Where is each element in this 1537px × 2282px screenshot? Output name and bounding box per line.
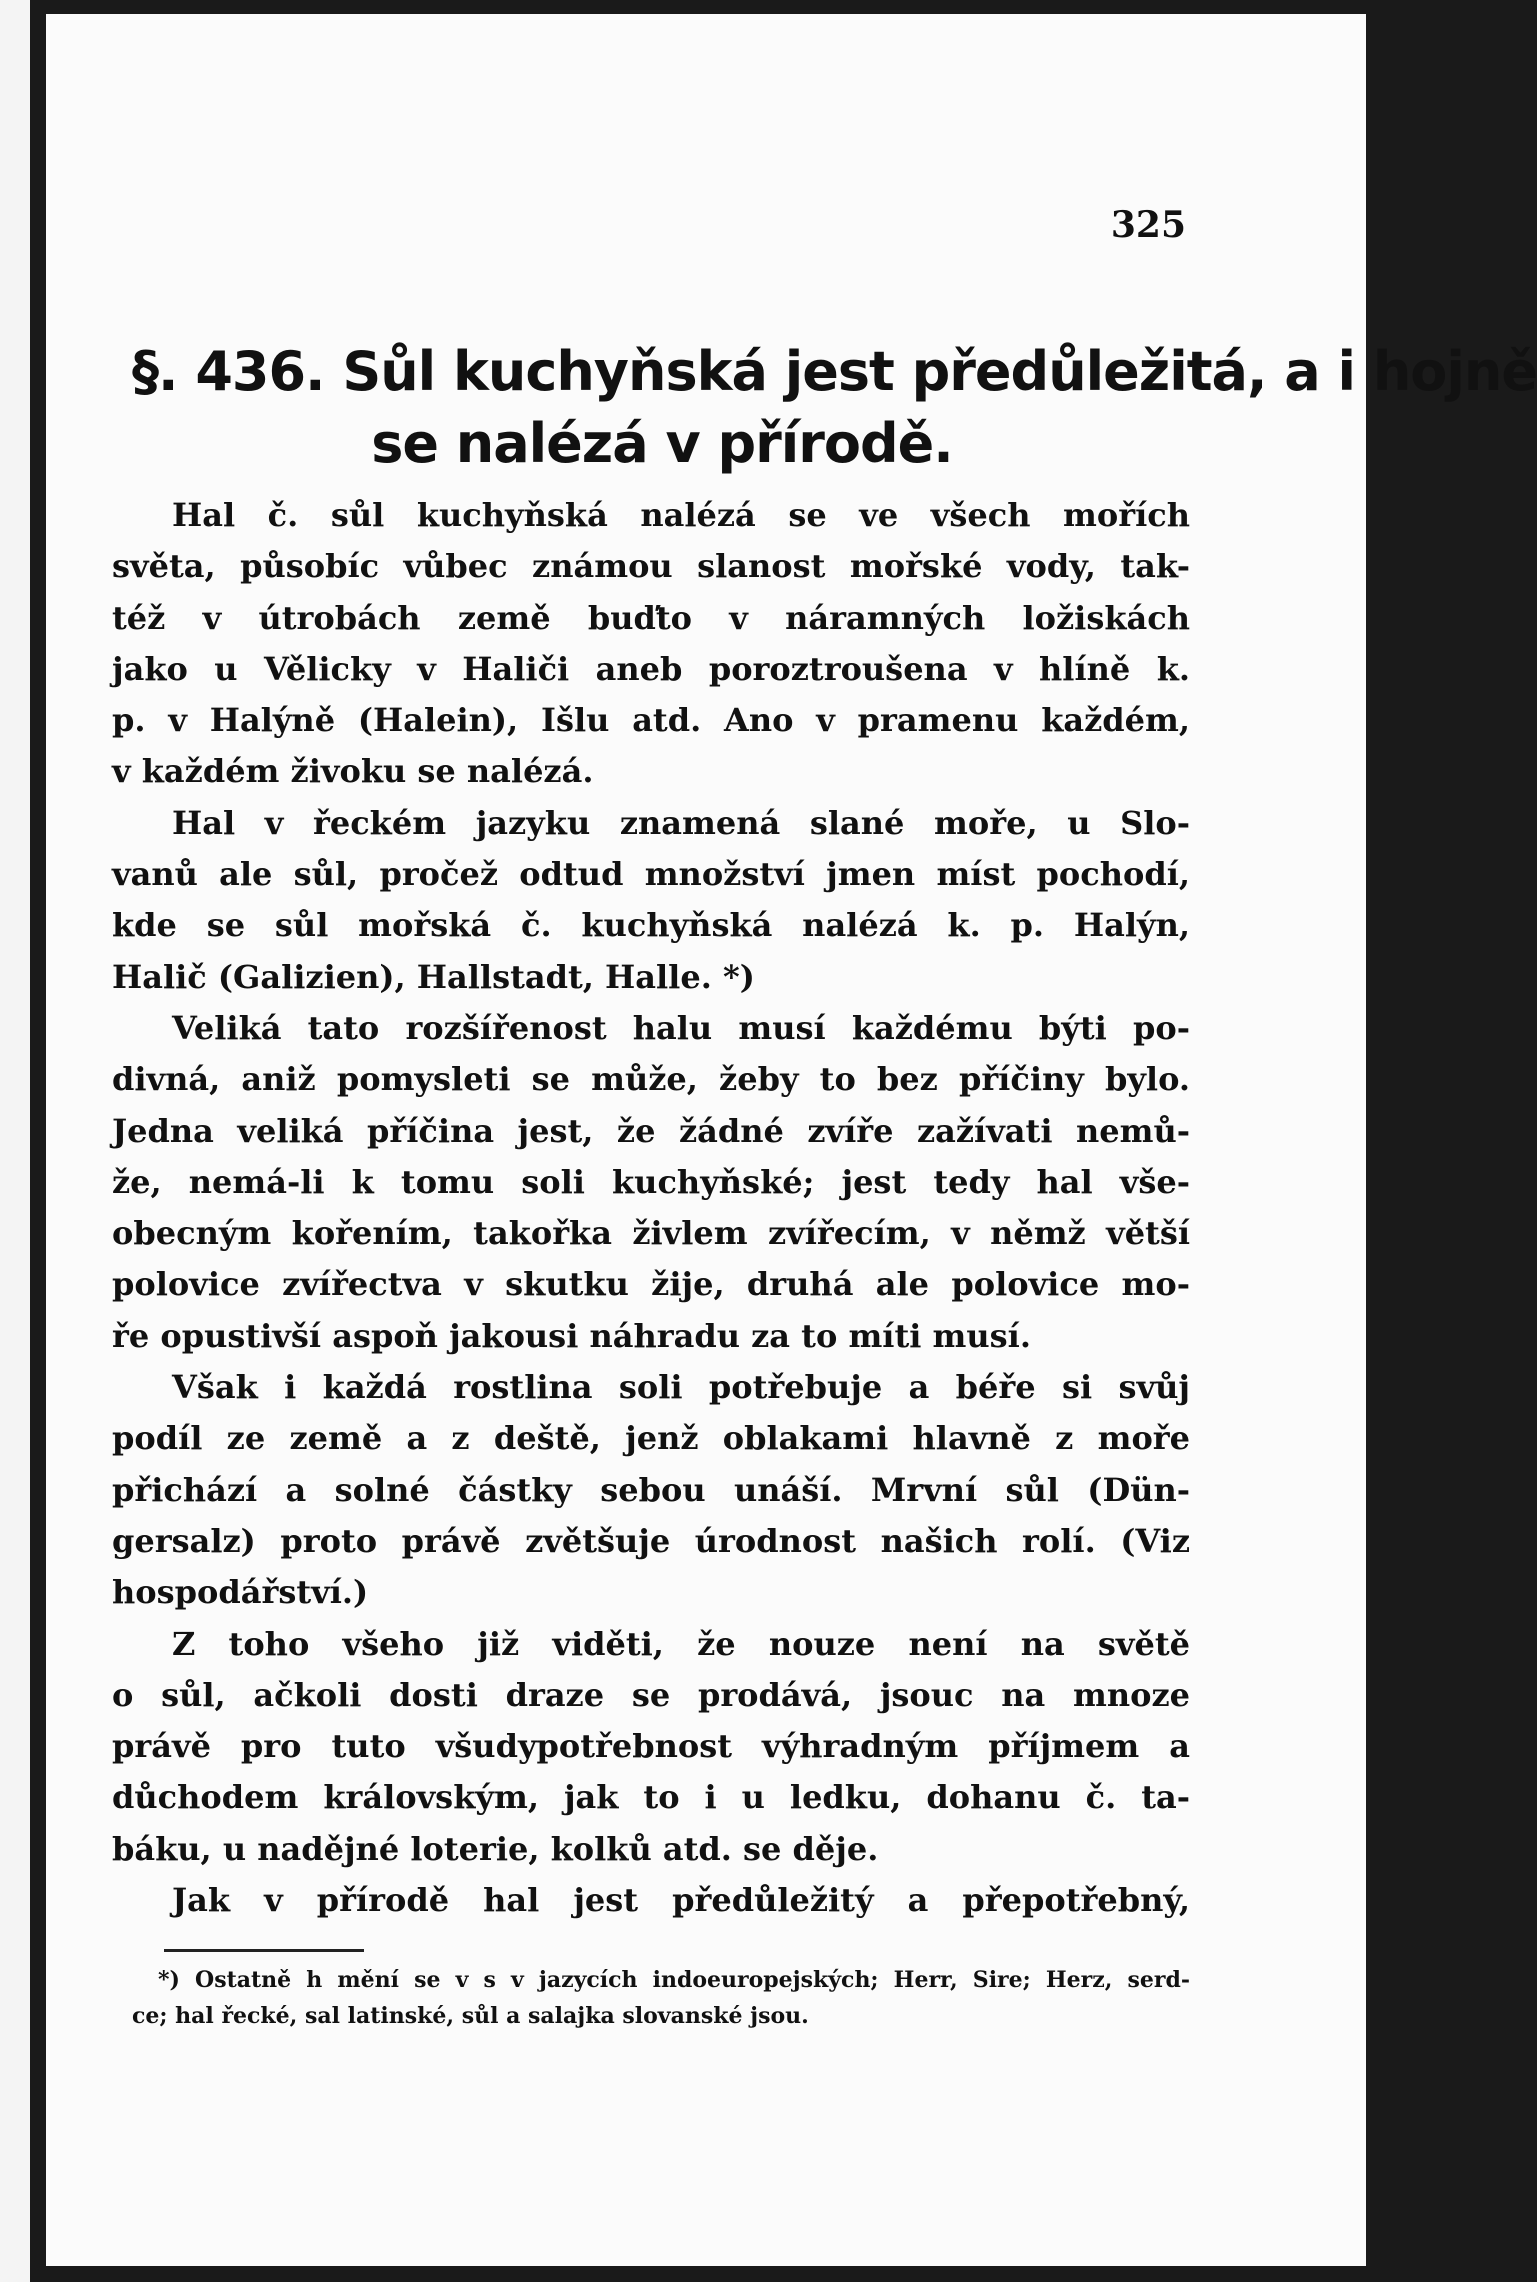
text-line: gersalz) proto právě zvětšuje úrodnost našich rolí. (Viz	[112, 1521, 1190, 1560]
previous-page-edge	[0, 0, 30, 2282]
text-line: p. v Halýně (Halein), Išlu atd. Ano v pramenu každém,	[112, 701, 1190, 740]
book-page	[46, 14, 1537, 2266]
text-line: Jak v přírodě hal jest předůležitý a přepotřebný,	[172, 1881, 1190, 1920]
text-line: hospodářství.)	[112, 1573, 369, 1612]
footnote-line: ce; hal řecké, sal latinské, sůl a salajka slovanské jsou.	[132, 2003, 809, 2029]
section-heading	[132, 336, 1537, 480]
section-heading-line-2: se nalézá v přírodě.	[371, 412, 953, 475]
text-line: přichází a solné částky sebou unáší. Mrvní sůl (Dün-	[112, 1470, 1190, 1509]
body-text	[112, 490, 1190, 1926]
text-line: Jedna veliká příčina jest, že žádné zvíře zažívati nemů-	[112, 1111, 1190, 1150]
text-line: vanů ale sůl, pročež odtud množství jmen míst pochodí,	[112, 855, 1190, 894]
text-line: v každém živoku se nalézá.	[112, 752, 594, 791]
text-line: že, nemá-li k tomu soli kuchyňské; jest tedy hal vše-	[112, 1162, 1190, 1201]
text-line: ře opustivší aspoň jakousi náhradu za to míti musí.	[112, 1316, 1031, 1355]
text-line: jako u Vělicky v Haliči aneb poroztroušena v hlíně k.	[112, 649, 1190, 688]
text-line: báku, u nadějné loterie, kolků atd. se děje.	[112, 1829, 879, 1868]
text-line: Veliká tato rozšířenost halu musí každému býti po-	[172, 1008, 1190, 1047]
text-line: Hal v řeckém jazyku znamená slané moře, u Slo-	[172, 803, 1190, 842]
page-number: 325	[1110, 204, 1186, 246]
text-line: též v útrobách země buďto v náramných ložiskách	[112, 598, 1190, 637]
text-line: kde se sůl mořská č. kuchyňská nalézá k. p. Halýn,	[112, 906, 1190, 945]
text-line: Z toho všeho již viděti, že nouze není na světě	[172, 1624, 1190, 1663]
text-line: Hal č. sůl kuchyňská nalézá se ve všech mořích	[172, 496, 1190, 534]
text-line: světa, působíc vůbec známou slanost mořské vody, tak-	[112, 547, 1190, 586]
text-line: Však i každá rostlina soli potřebuje a béře si svůj	[172, 1368, 1190, 1407]
text-line: důchodem královským, jak to i u ledku, dohanu č. ta-	[112, 1778, 1190, 1817]
footnote	[132, 1962, 1190, 2034]
text-line: podíl ze země a z deště, jenž oblakami hlavně z moře	[112, 1419, 1190, 1458]
footnote-separator	[164, 1949, 364, 1952]
text-line: polovice zvířectva v skutku žije, druhá ale polovice mo-	[112, 1265, 1190, 1304]
text-line: divná, aniž pomysleti se může, žeby to bez příčiny bylo.	[112, 1060, 1190, 1099]
text-line: Halič (Galizien), Hallstadt, Halle. *)	[112, 957, 755, 996]
footnote-line: *) Ostatně h mění se v s v jazycích indoeuropejských; Herr, Sire; Herz, serd-	[158, 1967, 1190, 1993]
text-line: právě pro tuto všudypotřebnost výhradným příjmem a	[112, 1727, 1190, 1766]
text-line: o sůl, ačkoli dosti draze se prodává, jsouc na mnoze	[112, 1675, 1190, 1714]
section-heading-line-1: §. 436. Sůl kuchyňská jest předůležitá, a i hojně	[132, 340, 1537, 403]
text-line: obecným kořením, takořka živlem zvířecím, v němž větší	[112, 1214, 1190, 1253]
